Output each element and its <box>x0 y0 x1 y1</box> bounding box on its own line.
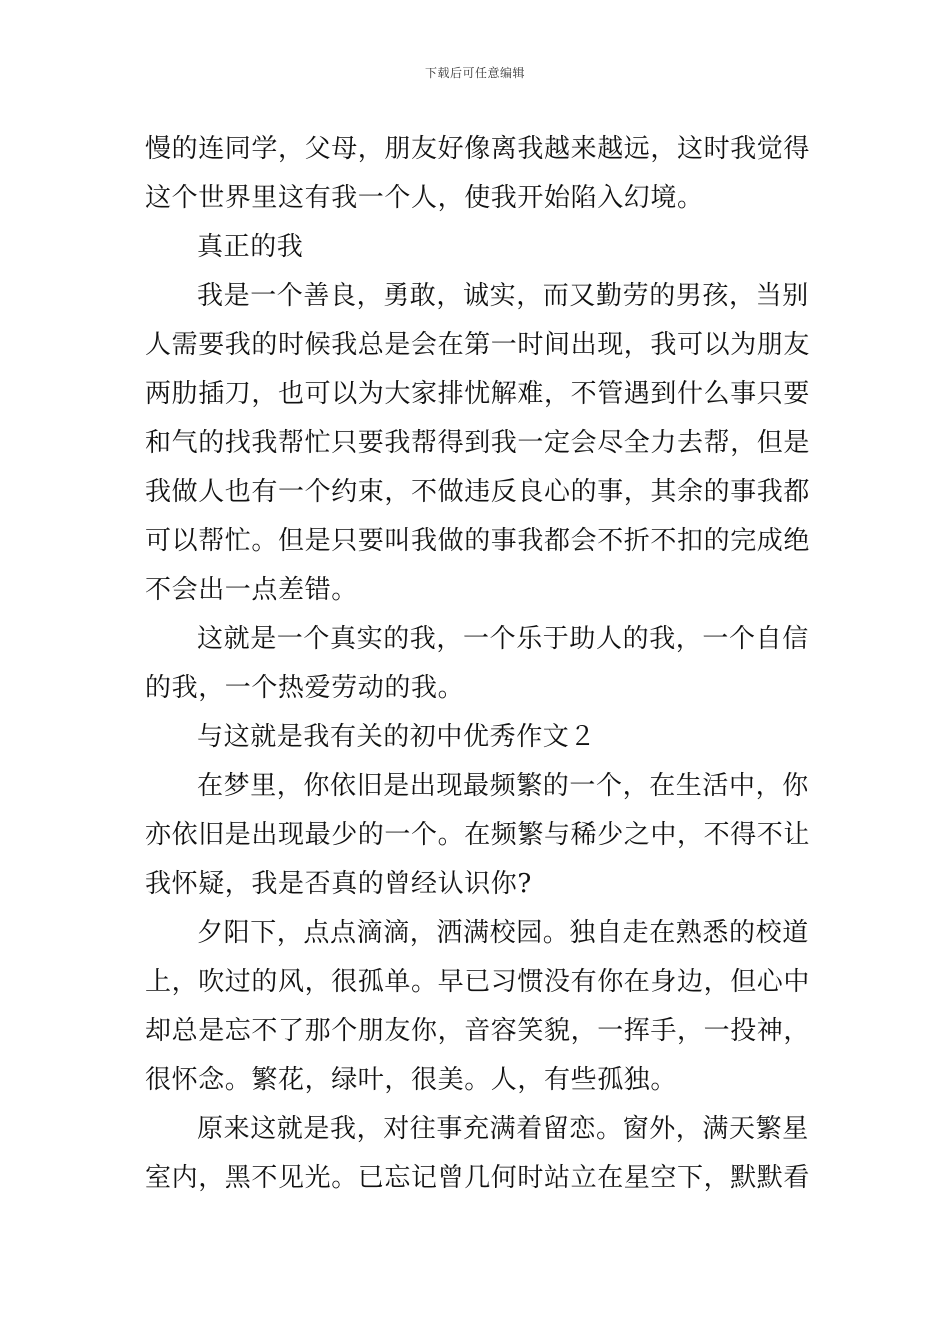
text-line: 可以帮忙。但是只要叫我做的事我都会不折不扣的完成绝 <box>145 526 811 556</box>
text-line: 很怀念。繁花，绿叶，很美。人，有些孤独。 <box>145 1065 678 1095</box>
text-line: 我做人也有一个约束，不做违反良心的事，其余的事我都 <box>145 477 811 507</box>
text-line: 两肋插刀，也可以为大家排忧解难，不管遇到什么事只要 <box>145 379 811 409</box>
text-line: 亦依旧是出现最少的一个。在频繁与稀少之中，不得不让 <box>145 820 811 850</box>
text-line: 我怀疑，我是否真的曾经认识你? <box>145 869 532 899</box>
text-line: 慢的连同学，父母，朋友好像离我越来越远，这时我觉得 <box>145 134 811 164</box>
section-heading: 真正的我 <box>197 232 304 262</box>
text-line: 这个世界里这有我一个人，使我开始陷入幻境。 <box>145 183 704 213</box>
text-line: 不会出一点差错。 <box>145 575 358 605</box>
paragraph-start: 这就是一个真实的我，一个乐于助人的我，一个自信 <box>197 624 809 654</box>
page-header: 下载后可任意编辑 <box>424 66 525 80</box>
text-line: 上，吹过的风，很孤单。早已习惯没有你在身边，但心中 <box>145 967 811 997</box>
section-heading: 与这就是我有关的初中优秀作文２ <box>197 722 597 752</box>
text-line: 却总是忘不了那个朋友你，音容笑貌，一挥手，一投神， <box>145 1016 811 1046</box>
paragraph-start: 夕阳下，点点滴滴，洒满校园。独自走在熟悉的校道 <box>197 918 809 948</box>
paragraph-start: 原来这就是我，对往事充满着留恋。窗外，满天繁星 <box>197 1114 809 1144</box>
text-line: 人需要我的时候我总是会在第一时间出现，我可以为朋友 <box>145 330 811 360</box>
paragraph-start: 我是一个善良，勇敢，诚实，而又勤劳的男孩，当别 <box>197 281 809 311</box>
text-line: 室内，黑不见光。已忘记曾几何时站立在星空下，默默看 <box>145 1163 811 1193</box>
text-line: 和气的找我帮忙只要我帮得到我一定会尽全力去帮，但是 <box>145 428 811 458</box>
paragraph-start: 在梦里，你依旧是出现最频繁的一个，在生活中，你 <box>197 771 809 801</box>
document-body <box>145 125 811 1203</box>
text-line: 的我，一个热爱劳动的我。 <box>145 673 465 703</box>
